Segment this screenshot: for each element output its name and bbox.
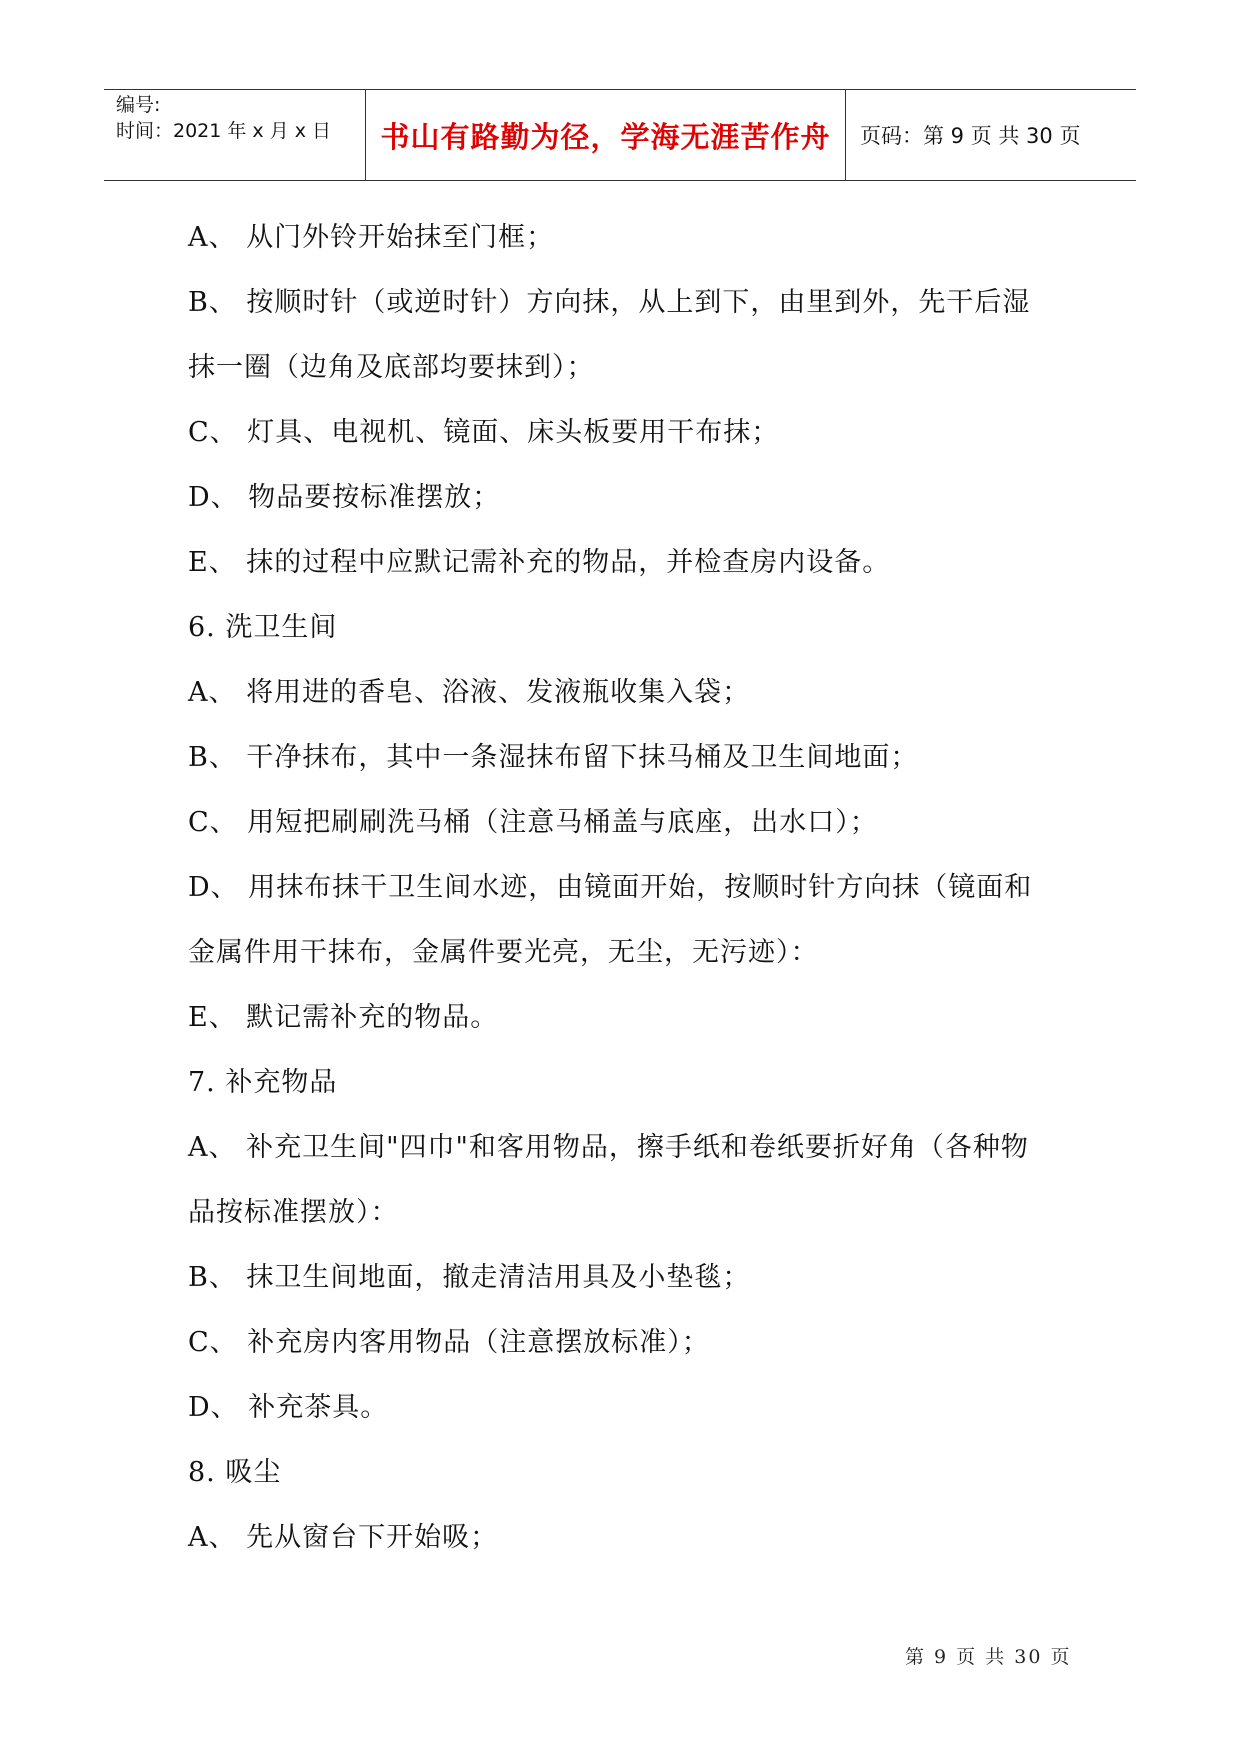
body-line: C、 用短把刷刷洗马桶（注意马桶盖与底座，出水口）； (188, 807, 878, 838)
body-line: C、 补充房内客用物品（注意摆放标准）； (188, 1327, 710, 1358)
body-line: 品按标准摆放）： (188, 1197, 399, 1228)
body-line: E、 抹的过程中应默记需补充的物品，并检查房内设备。 (188, 547, 891, 578)
page-code: 页码：第 9 页 共 30 页 (860, 124, 1081, 148)
section-heading: 7. 补充物品 (188, 1067, 338, 1098)
header-motto-cell (366, 90, 846, 180)
header-page-cell (846, 90, 1136, 180)
motto-text: 书山有路勤为径，学海无涯苦作舟 (380, 119, 831, 154)
body-line: B、 抹卫生间地面，撤走清洁用具及小垫毯； (188, 1262, 751, 1293)
section-heading: 8. 吸尘 (188, 1457, 282, 1488)
body-line: A、 补充卫生间"四巾"和客用物品，擦手纸和卷纸要折好角（各种物 (188, 1132, 1029, 1163)
body-line: A、 从门外铃开始抹至门框； (188, 222, 555, 253)
body-line: B、 干净抹布，其中一条湿抹布留下抹马桶及卫生间地面； (188, 742, 919, 773)
body-line: C、 灯具、电视机、镜面、床头板要用干布抹； (188, 417, 780, 448)
document-body (188, 222, 1068, 1587)
body-line: B、 按顺时针（或逆时针）方向抹，从上到下，由里到外，先干后湿 (188, 287, 1031, 318)
body-line: A、 将用进的香皂、浴液、发液瓶收集入袋； (188, 677, 751, 708)
header-meta-cell (104, 90, 366, 180)
serial-number-label: 编号: (116, 94, 161, 116)
body-line: E、 默记需补充的物品。 (188, 1002, 499, 1033)
body-line: D、 物品要按标准摆放； (188, 482, 501, 513)
body-line: 金属件用干抹布，金属件要光亮，无尘，无污迹）： (188, 937, 819, 968)
body-line: D、 补充茶具。 (188, 1392, 389, 1423)
body-line: 抹一圈（边角及底部均要抹到）； (188, 352, 595, 383)
section-heading: 6. 洗卫生间 (188, 612, 338, 643)
page-footer: 第 9 页 共 30 页 (905, 1646, 1072, 1668)
body-line: D、 用抹布抹干卫生间水迹，由镜面开始，按顺时针方向抹（镜面和 (188, 872, 1033, 903)
date-label: 时间：2021 年 x 月 x 日 (116, 120, 332, 142)
body-line: A、 先从窗台下开始吸； (188, 1522, 499, 1553)
page-header (104, 89, 1136, 181)
